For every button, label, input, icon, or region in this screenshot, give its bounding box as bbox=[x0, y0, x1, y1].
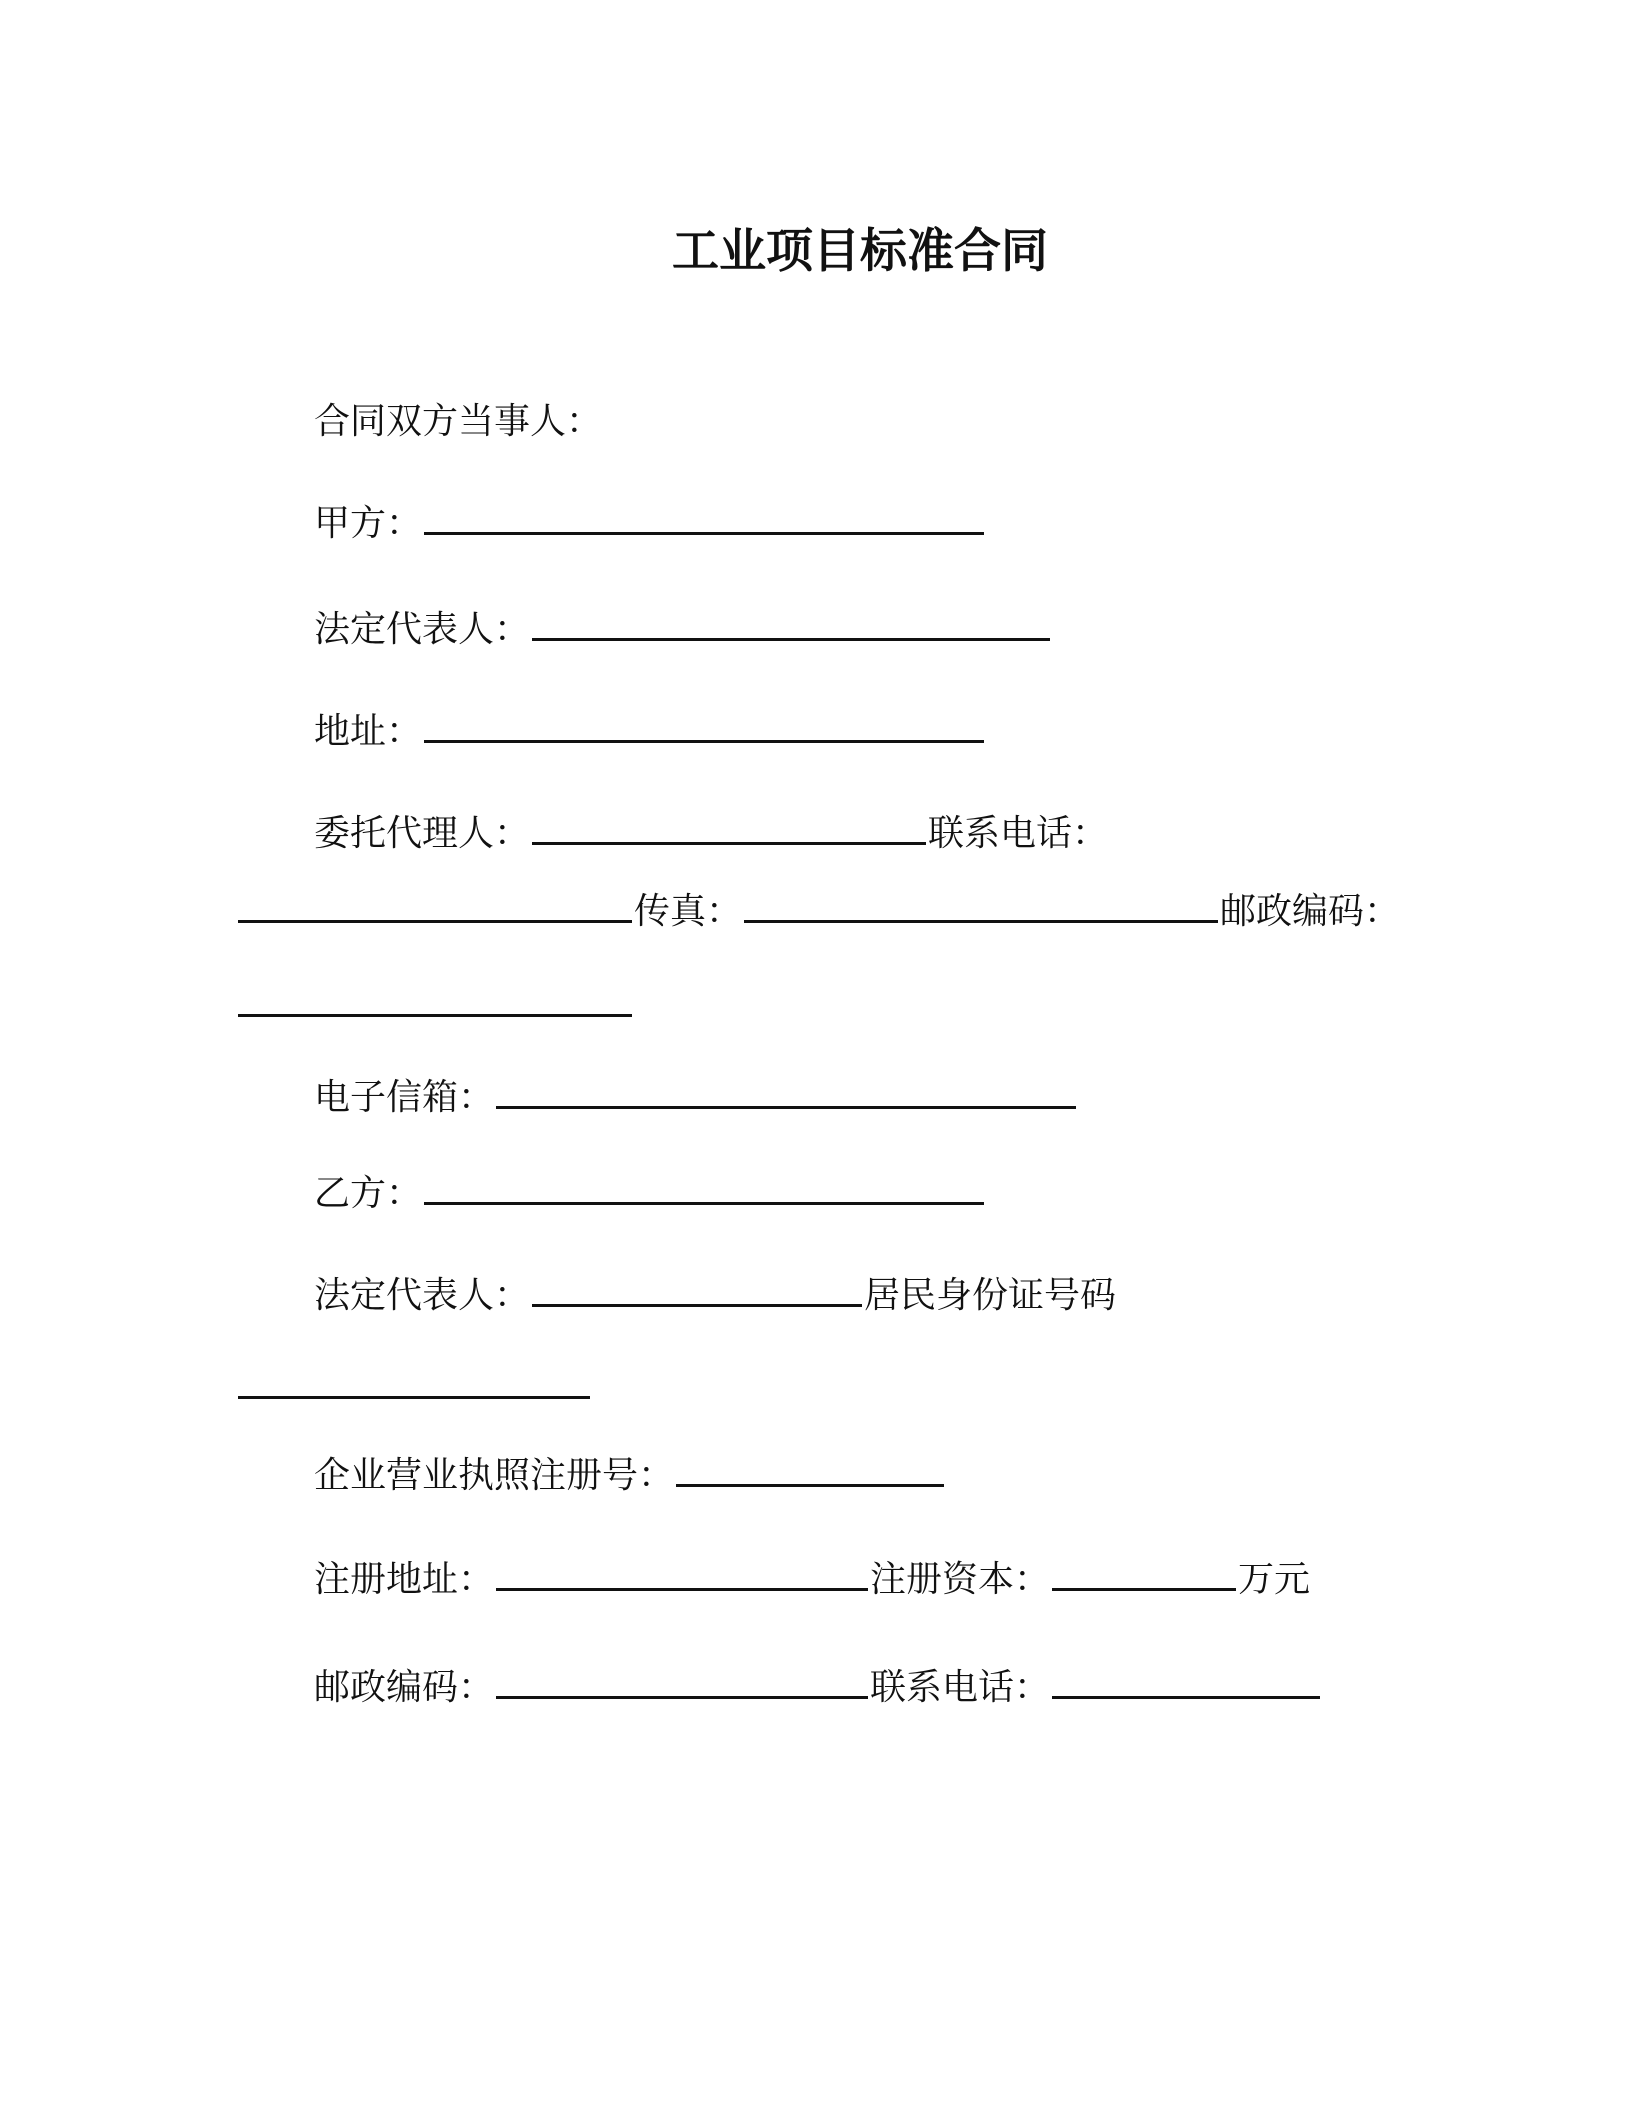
party-b-legal-rep-line bbox=[314, 1272, 1116, 1320]
party-b-postcode-label: 邮政编码： bbox=[314, 1667, 495, 1708]
party-b-id-field[interactable] bbox=[238, 1364, 590, 1399]
party-a-legal-rep-field[interactable] bbox=[532, 606, 1050, 641]
party-a-agent-line bbox=[314, 810, 1108, 858]
party-a-line bbox=[314, 500, 986, 548]
party-b-field[interactable] bbox=[424, 1170, 984, 1205]
party-a-phone-fax-postcode-line bbox=[238, 888, 1400, 936]
party-a-legal-rep-line bbox=[314, 606, 1052, 654]
party-b-reg-capital-label: 注册资本： bbox=[870, 1559, 1051, 1600]
party-a-agent-label: 委托代理人： bbox=[314, 813, 531, 854]
party-b-postcode-field[interactable] bbox=[496, 1664, 868, 1699]
party-a-field[interactable] bbox=[424, 500, 984, 535]
party-a-phone-label: 联系电话： bbox=[928, 813, 1109, 854]
party-a-label: 甲方： bbox=[314, 503, 423, 544]
party-b-id-line bbox=[238, 1364, 592, 1412]
party-b-reg-address-label: 注册地址： bbox=[314, 1559, 495, 1600]
party-a-postcode-line bbox=[238, 982, 634, 1030]
party-b-legal-rep-label: 法定代表人： bbox=[314, 1275, 531, 1316]
party-a-fax-field[interactable] bbox=[744, 888, 1218, 923]
party-a-postcode-field[interactable] bbox=[238, 982, 632, 1017]
party-a-address-field[interactable] bbox=[424, 708, 984, 743]
party-b-phone-label: 联系电话： bbox=[870, 1667, 1051, 1708]
party-b-reg-line bbox=[314, 1556, 1310, 1604]
party-b-contact-line bbox=[314, 1664, 1322, 1712]
party-b-capital-unit: 万元 bbox=[1238, 1559, 1311, 1600]
party-b-line bbox=[314, 1170, 986, 1218]
party-b-reg-capital-field[interactable] bbox=[1052, 1556, 1236, 1591]
party-b-license-line bbox=[314, 1452, 946, 1500]
party-a-address-line bbox=[314, 708, 986, 756]
party-a-phone-field[interactable] bbox=[238, 888, 632, 923]
party-a-email-label: 电子信箱： bbox=[314, 1077, 495, 1118]
party-b-legal-rep-field[interactable] bbox=[532, 1272, 862, 1307]
party-b-phone-field[interactable] bbox=[1052, 1664, 1320, 1699]
document-title: 工业项目标准合同 bbox=[672, 224, 1048, 279]
party-a-address-label: 地址： bbox=[314, 711, 423, 752]
parties-heading: 合同双方当事人： bbox=[314, 401, 603, 442]
party-a-agent-field[interactable] bbox=[532, 810, 926, 845]
party-a-postcode-label: 邮政编码： bbox=[1220, 891, 1401, 932]
party-a-email-line bbox=[314, 1074, 1078, 1122]
party-a-email-field[interactable] bbox=[496, 1074, 1076, 1109]
party-b-reg-address-field[interactable] bbox=[496, 1556, 868, 1591]
party-a-fax-label: 传真： bbox=[634, 891, 743, 932]
party-a-legal-rep-label: 法定代表人： bbox=[314, 609, 531, 650]
party-b-license-field[interactable] bbox=[676, 1452, 944, 1487]
party-b-label: 乙方： bbox=[314, 1173, 423, 1214]
party-b-license-label: 企业营业执照注册号： bbox=[314, 1455, 675, 1496]
party-b-id-label: 居民身份证号码 bbox=[864, 1275, 1117, 1316]
